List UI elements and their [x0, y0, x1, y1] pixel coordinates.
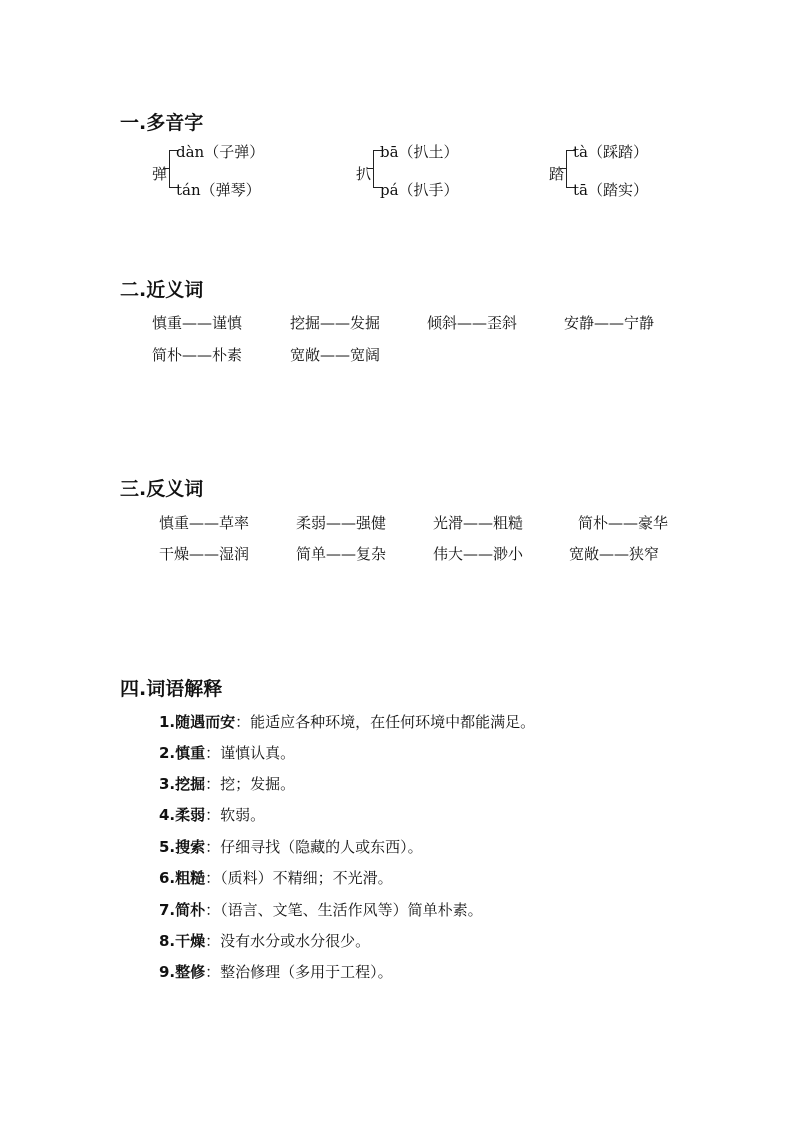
definition-term: 3.挖掘	[159, 775, 206, 793]
definition-term: 5.搜索	[159, 838, 206, 856]
definition-text: ：软弱。	[205, 806, 266, 824]
definition-item	[159, 867, 393, 888]
definition-text: ：整治修理（多用于工程）。	[205, 963, 393, 981]
polyphonic-char: 弹	[152, 165, 168, 183]
antonym-pair: 简单——复杂	[296, 545, 387, 563]
section-title-polyphonic: 一.多音字	[120, 112, 204, 134]
antonym-pair: 干燥——湿润	[159, 545, 250, 563]
section-title-definitions: 四.词语解释	[120, 678, 223, 700]
antonym-pair: 简朴——豪华	[578, 514, 669, 532]
definition-item	[159, 899, 483, 920]
definition-text: ：挖；发掘。	[205, 775, 296, 793]
definition-term: 6.粗糙	[159, 869, 206, 887]
reading-1: tà（踩踏）	[573, 143, 648, 161]
reading-2: tā（踏实）	[573, 181, 648, 199]
antonym-pair: 宽敞——狭窄	[569, 545, 660, 563]
polyphonic-char: 踏	[549, 165, 565, 183]
definition-term: 9.整修	[159, 963, 206, 981]
definition-text: ：能适应各种环境，在任何环境中都能满足。	[235, 713, 536, 731]
definition-term: 8.干燥	[159, 932, 206, 950]
definition-term: 1.随遇而安	[159, 713, 236, 731]
synonym-pair: 安静——宁静	[564, 314, 655, 332]
polyphonic-char: 扒	[356, 165, 372, 183]
definition-item	[159, 773, 295, 794]
reading-2: pá（扒手）	[380, 181, 459, 199]
section-title-synonyms: 二.近义词	[120, 279, 204, 301]
definition-text: ：仔细寻找（隐藏的人或东西）。	[205, 838, 423, 856]
synonym-pair: 慎重——谨慎	[152, 314, 243, 332]
antonym-pair: 光滑——粗糙	[433, 514, 524, 532]
definition-term: 7.简朴	[159, 901, 206, 919]
reading-1: dàn（子弹）	[176, 143, 265, 161]
definition-term: 4.柔弱	[159, 806, 206, 824]
reading-1: bā（扒土）	[380, 143, 459, 161]
antonym-pair: 慎重——草率	[159, 514, 250, 532]
antonym-pair: 伟大——渺小	[433, 545, 524, 563]
definition-item	[159, 711, 535, 732]
reading-2: tán（弹琴）	[176, 181, 261, 199]
definition-term: 2.慎重	[159, 744, 206, 762]
antonym-pair: 柔弱——强健	[296, 514, 387, 532]
definition-item	[159, 836, 423, 857]
synonym-pair: 宽敞——宽阔	[290, 346, 381, 364]
definition-item	[159, 742, 295, 763]
synonym-pair: 挖掘——发掘	[290, 314, 381, 332]
synonym-pair: 倾斜——歪斜	[427, 314, 518, 332]
section-title-antonyms: 三.反义词	[120, 478, 204, 500]
definition-text: ：（质料）不精细；不光滑。	[205, 869, 393, 887]
definition-item	[159, 804, 265, 825]
synonym-pair: 简朴——朴素	[152, 346, 243, 364]
definition-text: ：（语言、文笔、生活作风等）简单朴素。	[205, 901, 483, 919]
definition-text: ：没有水分或水分很少。	[205, 932, 371, 950]
definition-item	[159, 930, 370, 951]
definition-item	[159, 961, 393, 982]
definition-text: ：谨慎认真。	[205, 744, 296, 762]
